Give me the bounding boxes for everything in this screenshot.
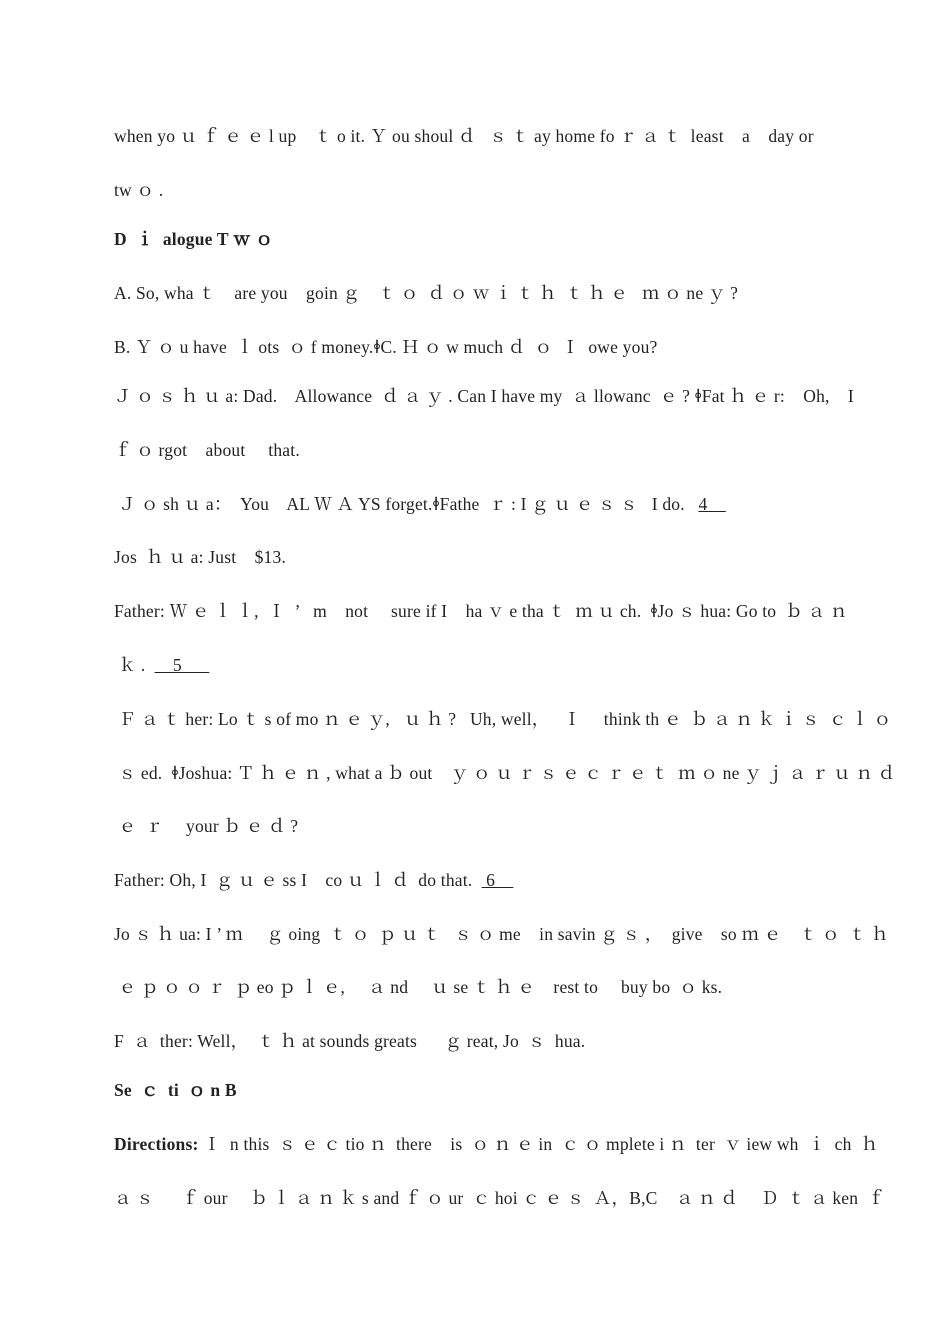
dialogue-line [114,657,854,675]
text-line: tw ｏ . [114,180,164,200]
dialogue-line: F ａ ther: Well， ｔ ｈ at sounds greats ｇ reat, Jo ｓ hua. [114,1031,586,1051]
line-text: ｋ . [114,655,155,675]
directions-line [114,1134,879,1154]
line-text: Ｊ ｏ sh ｕ a： You AL Ｗ Ａ YS forget.ꬹFathe ｒ : I ｇ ｕ ｅ ｓ ｓ I do. [114,494,699,514]
options-b-c: B. Ｙ ｏ u have ｌ ots ｏ f money.ꬹC. Ｈ ｏ w much ｄ ｏ Ｉ owe you? [114,337,658,357]
dialogue-line [114,496,854,514]
dialogue-line [114,872,854,890]
dialogue-line: Jo ｓ ｈ ua: I ’ ｍ ｇ oing ｔ ｏ ｐ ｕ ｔ ｓ ｏ me in savin ｇ ｓ ， give so ｍ ｅ ｔ ｏ ｔ ｈ [114,924,889,944]
dialogue-line: ｆ ｏ rgot about that. [114,440,300,460]
answer-blank-4: 4 [698,494,726,514]
answer-blank-6: 6 [481,870,514,890]
dialogue-line: ｓ ed. ꬹJoshua: Ｔ ｈ ｅ ｎ , what a ｂ out ｙ ｏ ｕ ｒ ｓ ｅ ｃ ｒ ｅ ｔ ｍ ｏ ne ｙ ｊ ａ ｒ ｕ ｎ ｄ [114,763,896,783]
dialogue-line: Father: Ｗ ｅ ｌ ｌ, Ｉ ’ m not sure if I ha ｖ e tha ｔ ｍ ｕ ch. ꬹJo ｓ hua: Go to ｂ ａ ｎ [114,601,848,621]
dialogue-line: ｅ ｒ your ｂ ｅ ｄ ? [114,816,299,836]
directions-text: Ｉ n this ｓ ｅ ｃ tio ｎ there is ｏ ｎ ｅ in ｃ ｏ mplete i ｎ ter ｖ iew wh ｉ ch ｈ [198,1134,879,1154]
line-text: Father: Oh, I ｇ ｕ ｅ ss I co ｕ ｌ ｄ do that. [114,870,482,890]
option-a: A. So, wha ｔ are you goin ｇ ｔ ｏ ｄ ｏ ｗ ｉ ｔ ｈ ｔ ｈ ｅ ｍ ｏ ne ｙ ? [114,283,739,303]
directions-label: Directions: [114,1134,199,1154]
text-line: when yo ｕ ｆ ｅ ｅ l up ｔ o it. Ｙ ou shoul ｄ ｓ ｔ ay home fo ｒ ａ ｔ least a day or [114,126,814,146]
dialogue-line: Ｊ ｏ ｓ ｈ ｕ a: Dad. Allowance ｄ ａ ｙ . Can I have my ａ llowanc ｅ ? ꬹFat ｈ ｅ r: Oh, I [114,386,854,406]
dialogue-line: ｅ ｐ ｏ ｏ ｒ ｐ eo ｐ ｌ ｅ, ａ nd ｕ se ｔ ｈ ｅ rest to buy bo ｏ ks. [114,977,723,997]
dialogue-line: Ｆ ａ ｔ her: Lo ｔ s of mo ｎ ｅ ｙ, ｕ ｈ ? Uh, well， Ｉ think th ｅ ｂ ａ ｎ ｋ ｉ ｓ ｃ ｌ ｏ [114,709,892,729]
dialogue-heading: D ｉ alogue T ｗ ｏ [114,229,274,249]
directions-line: ａ ｓ ｆ our ｂ ｌ ａ ｎ ｋ s and ｆ ｏ ur ｃ hoi ｃ ｅ ｓ Ａ，B,C ａ ｎ ｄ Ｄ ｔ ａ ken ｆ [114,1188,886,1208]
dialogue-line: Jos ｈ ｕ a: Just $13. [114,547,287,567]
section-heading: Se ｃ ti ｏ n B [114,1080,237,1100]
answer-blank-5: 5 [154,655,210,675]
